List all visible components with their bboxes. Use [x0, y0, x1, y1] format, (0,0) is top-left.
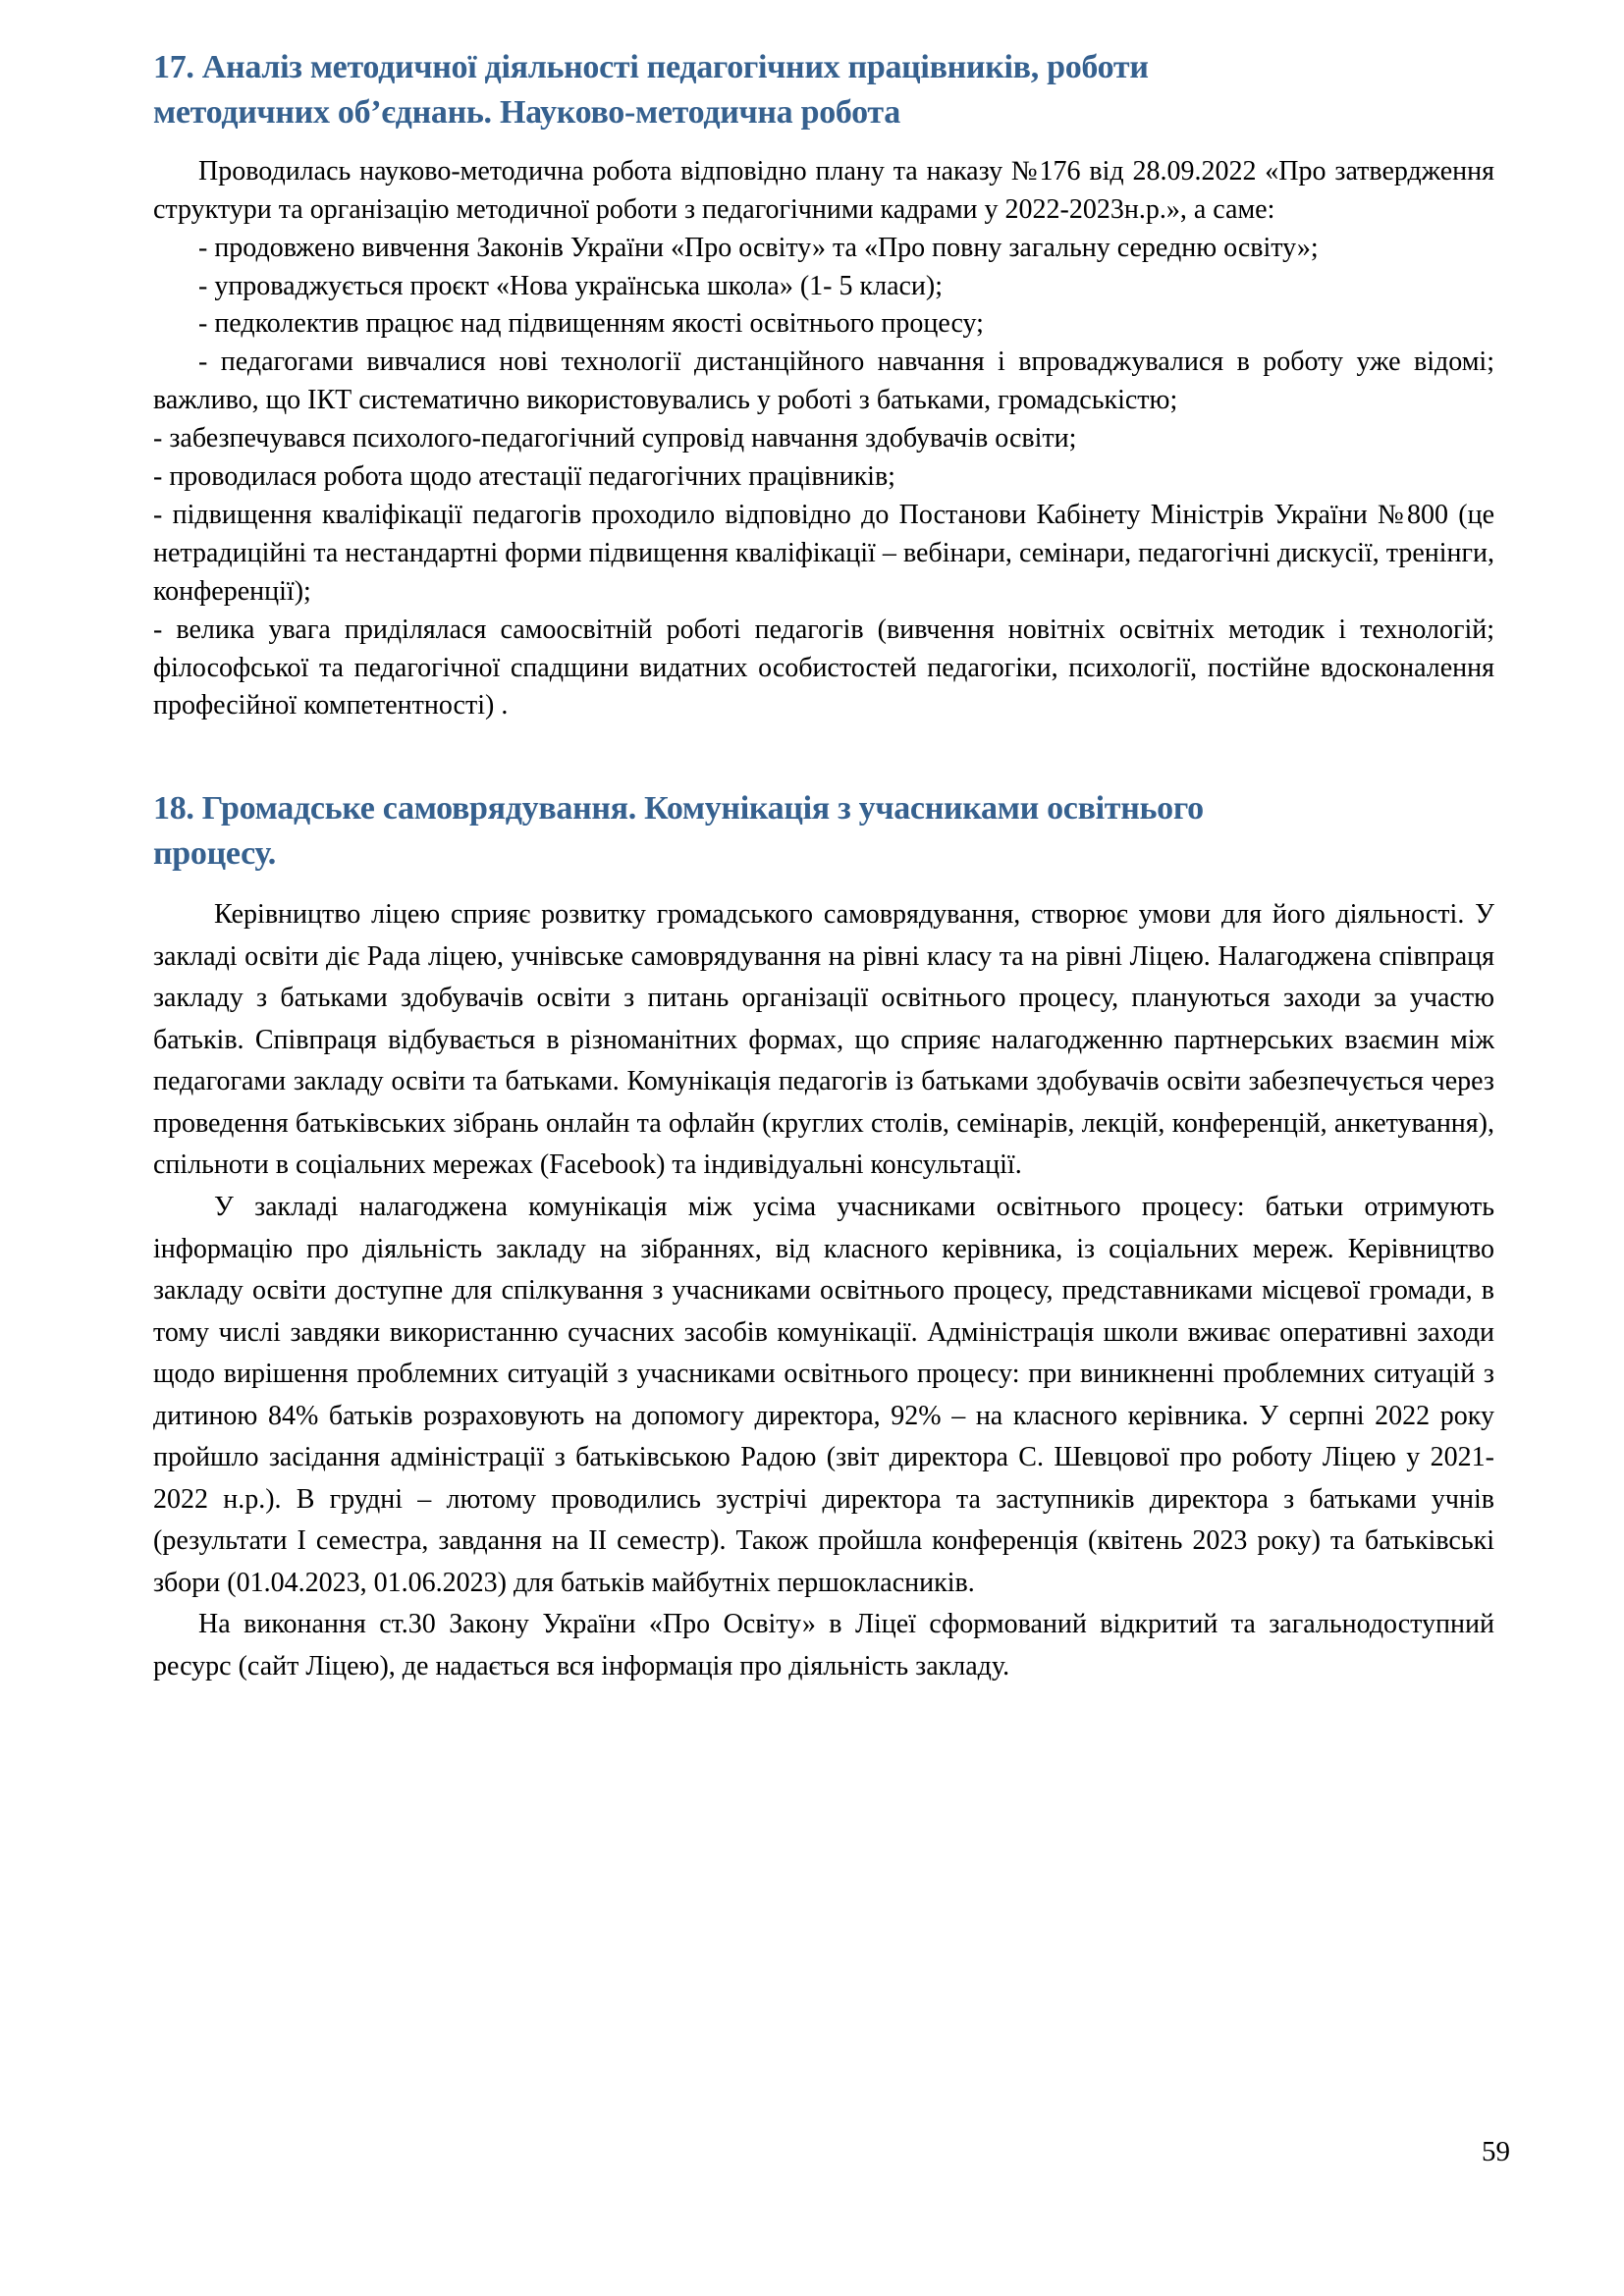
section-18-paragraph: У закладі налагоджена комунікація між усіма учасниками освітнього процесу: батьки отримують інформацію про діяльність закладу на зібраннях, від класного керівника, із соціальних мереж. Керівництво закладу освіти доступне для спілкування з учасниками освітнього процесу, представниками місцевої громади, в тому числі завдяки використанню сучасних засобів комунікації. Адміністрація школи вживає оперативні заходи щодо вирішення проблемних ситуацій з учасниками освітнього процесу: при виникненні проблемних ситуацій з дитиною 84% батьків розраховують на допомогу директора, 92% – на класного керівника. У серпні 2022 року пройшло засідання адміністрації з батьківською Радою (звіт директора С. Шевцової про роботу Ліцею у 2021-2022 н.р.). В грудні – лютому проводились зустрічі директора та заступників директора з батьками учнів (результати І семестра, завдання на ІІ семестр). Також пройшла конференція (квітень 2023 року) та батьківські збори (01.04.2023, 01.06.2023) для батьків майбутніх першокласників.: [153, 1191, 1494, 1598]
section-17-heading: 17. Аналіз методичної діяльності педагогічних працівників, роботи методичних об’єднань. Науково-методична робота: [153, 49, 1149, 131]
section-17-list-item: - проводилася робота щодо атестації педагогічних працівників;: [153, 461, 895, 493]
section-18-paragraph: На виконання ст.30 Закону України «Про Освіту» в Ліцеї сформований відкритий та загальнодоступний ресурс (сайт Ліцею), де надається вся інформація про діяльність закладу.: [153, 1609, 1494, 1682]
section-17: [153, 45, 1494, 725]
section-18: [153, 786, 1494, 1687]
page-number: 59: [1482, 2136, 1510, 2167]
section-17-list-item: - педколектив працює над підвищенням якості освітнього процесу;: [198, 308, 984, 340]
section-17-list-item: - продовжено вивчення Законів України «Про освіту» та «Про повну загальну середню освіту»;: [198, 232, 1319, 263]
section-17-list-item: - педагогами вивчалися нові технології дистанційного навчання і впроваджувалися в роботу уже відомі; важливо, що ІКТ систематично використовувались у роботі з батьками, громадськістю;: [153, 347, 1494, 416]
document-page-content: [153, 45, 1494, 1688]
section-17-intro-paragraph: Проводилась науково-методична робота відповідно плану та наказу №176 від 28.09.2022 «Про затвердження структури та організацію методичної роботи з педагогічними кадрами у 2022-2023н.р.», а саме:: [153, 155, 1494, 225]
section-17-list-item: - підвищення кваліфікації педагогів проходило відповідно до Постанови Кабінету Міністрів України №800 (це нетрадиційні та нестандартні форми підвищення кваліфікації – вебінари, семінари, педагогічні дискусії, тренінги, конференції);: [153, 499, 1494, 607]
section-17-list-item: - велика увага приділялася самоосвітній роботі педагогів (вивчення новітніх освітніх методик і технологій; філософської та педагогічної спадщини видатних особистостей педагогіки, психології, постійне вдосконалення професійної компетентності) .: [153, 614, 1494, 721]
section-18-heading: 18. Громадське самоврядування. Комунікація з учасниками освітнього процесу.: [153, 790, 1204, 873]
section-17-list-item: - забезпечувався психолого-педагогічний супровід навчання здобувачів освіти;: [153, 423, 1077, 454]
section-18-paragraph: Керівництво ліцею сприяє розвитку громадського самоврядування, створює умови для його діяльності. У закладі освіти діє Рада ліцею, учнівське самоврядування на рівні класу та на рівні Ліцею. Налагоджена співпраця закладу з батьками здобувачів освіти з питань організації освітнього процесу, плануються заходи за участю батьків. Співпраця відбувається в різноманітних формах, що сприяє налагодженню партнерських взаємин між педагогами закладу освіти та батьками. Комунікація педагогів із батьками здобувачів освіти забезпечується через проведення батьківських зібрань онлайн та офлайн (круглих столів, семінарів, лекцій, конференцій, анкетування), спільноти в соціальних мережах (Facebook) та індивідуальні консультації.: [153, 899, 1494, 1181]
section-17-list-item: - упроваджується проєкт «Нова українська школа» (1- 5 класи);: [198, 270, 944, 301]
